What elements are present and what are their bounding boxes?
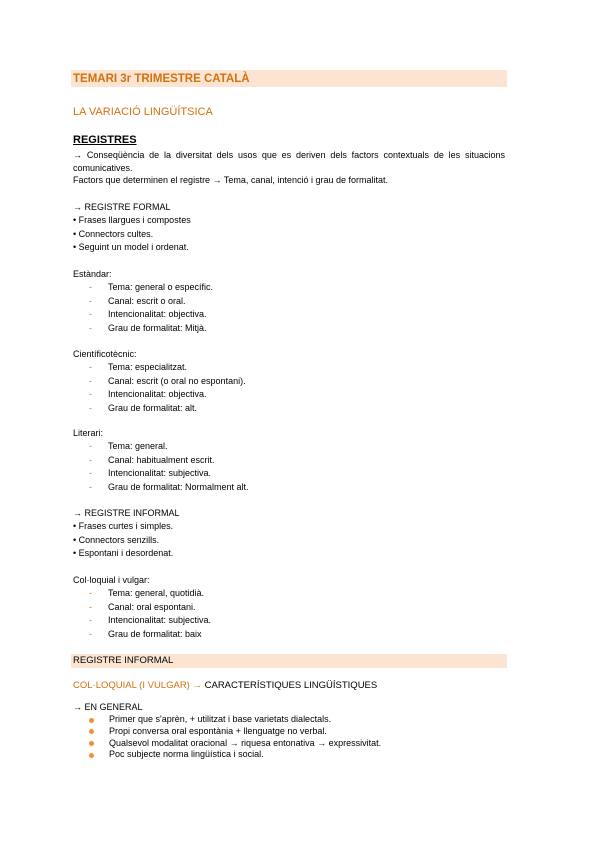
list-item: - Grau de formalitat: baix (73, 628, 503, 641)
dash-marker: - (89, 309, 92, 320)
dash-marker: - (89, 615, 92, 626)
colloquial-label: Col·loquial i vulgar: (73, 575, 150, 585)
list-item: - Grau de formalitat: alt. (73, 402, 503, 415)
page-title: TEMARI 3r TRIMESTRE CATALÀ (73, 73, 250, 85)
literari-label: Literari: (73, 428, 104, 438)
dash-marker: - (89, 402, 92, 413)
list-item: - Canal: oral espontani. (73, 601, 503, 614)
dash-marker: - (89, 481, 92, 492)
estandar-label: Estàndar: (73, 269, 112, 279)
informal-item: • Frases curtes i simples. (73, 521, 174, 532)
bullet-dot-icon (89, 753, 94, 758)
informal-item: • Connectors senzills. (73, 534, 160, 545)
dash-marker: - (89, 468, 92, 479)
dash-marker: - (89, 322, 92, 333)
dash-marker: - (89, 362, 92, 373)
list-item: - Canal: escrit (o oral no espontani). (73, 375, 503, 388)
section-subtitle: LA VARIACIÓ LINGÜÍTSICA (73, 106, 213, 118)
dash-marker: - (89, 454, 92, 465)
literari-group (73, 427, 503, 494)
list-item: - Tema: general. (73, 440, 503, 453)
colloquial-group (73, 574, 503, 641)
characteristics-heading (73, 679, 377, 693)
formal-item: • Seguint un model i ordenat. (73, 242, 189, 253)
list-item: - Tema: general, quotidià. (73, 587, 503, 600)
dash-marker: - (89, 295, 92, 306)
list-item: - Canal: escrit o oral. (73, 295, 503, 308)
bullet-dot-icon (89, 718, 94, 723)
dash-marker: - (89, 389, 92, 400)
list-item: - Tema: especialitzat. (73, 361, 503, 374)
consequence-paragraph: → Conseqüència de la diversitat dels usos que es deriven dels factors contextuals de les situacions comunicatives. (73, 150, 505, 173)
bullet-dot-icon (89, 729, 94, 734)
general-group (73, 701, 503, 761)
characteristics-label: CARACTERÍSTIQUES LINGÜÍSTIQUES (201, 680, 378, 691)
dash-marker: - (89, 601, 92, 612)
list-item: - Intencionalitat: objectiva. (73, 308, 503, 321)
list-item: - Intencionalitat: objectiva. (73, 388, 503, 401)
formal-item: • Frases llargues i compostes (73, 215, 191, 226)
colloquial-vulgar-label: COL·LOQUIAL (I VULGAR) → (73, 680, 202, 691)
factors-paragraph: Factors que determinen el registre → Tema, canal, intenció i grau de formalitat. (73, 175, 388, 185)
formal-item: • Connectors cultes. (73, 228, 154, 239)
list-item: Primer que s'aprèn, + utilitzat i base varietats dialectals. (73, 714, 503, 726)
dash-marker: - (89, 588, 92, 599)
cientific-group (73, 348, 503, 415)
list-item: - Intencionalitat: subjectiva. (73, 467, 503, 480)
informal-section-heading: REGISTRE INFORMAL (73, 655, 174, 666)
dash-marker: - (89, 282, 92, 293)
list-item: Poc subjecte norma lingüística i social. (73, 749, 503, 761)
general-heading: → EN GENERAL (73, 702, 143, 712)
list-item: - Grau de formalitat: Normalment alt. (73, 481, 503, 494)
estandar-group (73, 268, 503, 335)
intro-block (73, 149, 505, 187)
formal-group (73, 201, 503, 255)
cientific-label: Científicotècnic: (73, 349, 137, 359)
list-item: - Canal: habitualment escrit. (73, 454, 503, 467)
list-item: Qualsevol modalitat oracional → riquesa entonativa → expressivitat. (73, 738, 503, 750)
registres-heading: REGISTRES (73, 134, 137, 146)
informal-group (73, 507, 503, 561)
list-item: - Intencionalitat: subjectiva. (73, 614, 503, 627)
list-item: - Tema: general o específic. (73, 281, 503, 294)
bullet-dot-icon (89, 741, 94, 746)
list-item: Propi conversa oral espontània + llenguatge no verbal. (73, 726, 503, 738)
formal-heading: → REGISTRE FORMAL (73, 202, 171, 212)
list-item: - Grau de formalitat: Mitjà. (73, 322, 503, 335)
dash-marker: - (89, 628, 92, 639)
dash-marker: - (89, 375, 92, 386)
informal-item: • Espontani i desordenat. (73, 548, 174, 559)
informal-heading: → REGISTRE INFORMAL (73, 508, 180, 518)
dash-marker: - (89, 441, 92, 452)
